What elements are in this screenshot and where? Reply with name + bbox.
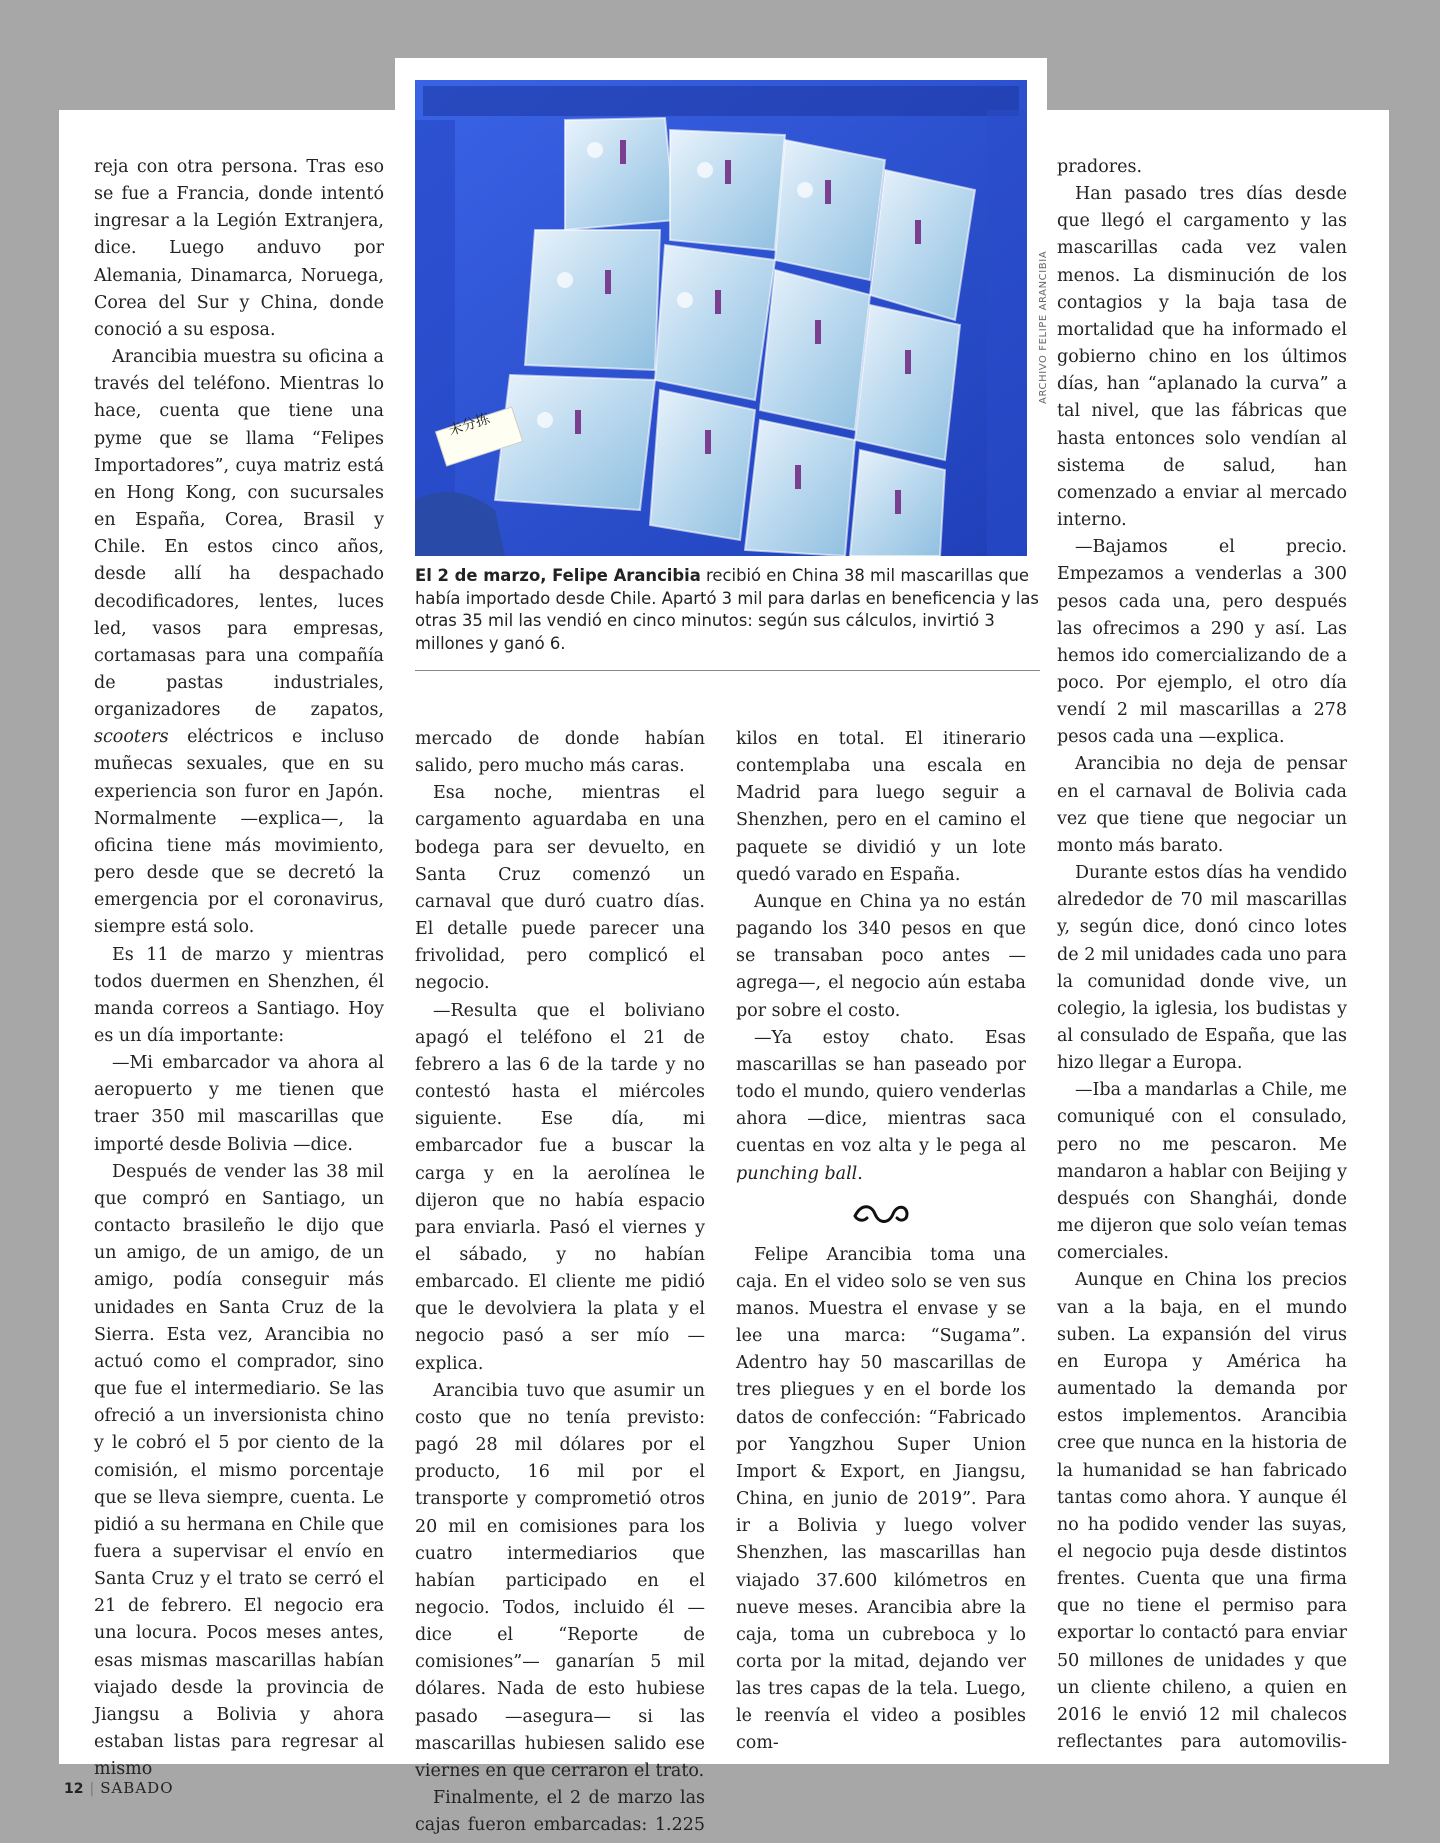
caption-divider [415,670,1040,671]
page-number: 12 [64,1781,84,1797]
paragraph: —Mi embarcador va ahora al aeropuerto y me tienen que traer 350 mil mascarillas que importé desde Bolivia —dice. [94,1053,384,1155]
paragraph: Aunque en China ya no están pagando los 340 pesos en que se transaban poco antes —agrega—, el negocio aún estaba por sobre el costo. [736,891,1026,1021]
paragraph: —Bajamos el precio. Empezamos a venderlas a 300 pesos cada una, pero después las ofrecimos a 290 y así. Las hemos ido comercializando de a poco. Por ejemplo, el otro día vendí 2 mil mascarillas a 278 pesos cada una —explica. [1057,537,1347,748]
article-column-2 [415,726,705,1839]
italic-term: scooters [94,727,169,748]
paragraph: Arancibia muestra su oficina a través del teléfono. Mientras lo hace, cuenta que tiene una pyme que se llama “Felipes Importadores”, cuya matriz está en Hong Kong, con sucursales en España, Corea, Brasil y Chile. En estos cinco años, desde allí ha despachado decodificadores, lentes, luces led, vasos para empresas, cortamasas para una compañía de pastas industriales, organizadores de zapatos, scooters eléctricos e incluso muñecas sexuales, que en su experiencia son furor en Japón. Normalmente —explica—, la oficina tiene más movimiento, pero desde que se decretó la emergencia por el coronavirus, siempre está solo. [94,347,384,938]
magazine-logo: SABADO [100,1779,174,1797]
photo-label-sticker: 未分拣 [446,410,492,440]
paragraph: Es 11 de marzo y mientras todos duermen en Shenzhen, él manda correos a Santiago. Hoy es un día importante: [94,944,384,1046]
article-column-4 [1057,154,1347,1756]
paragraph: Durante estos días ha vendido alrededor de 70 mil mascarillas y, según dice, donó cinco lotes de 2 mil unidades cada uno para la comunidad donde vive, un colegio, la iglesia, los budistas y al consulado de España, que las hizo llegar a Europa. [1057,863,1347,1074]
paragraph: reja con otra persona. Tras eso se fue a Francia, donde intentó ingresar a la Legión Extranjera, dice. Luego anduvo por Alemania, Dinamarca, Noruega, Corea del Sur y China, donde conoció a su esposa. [94,157,384,340]
footer-separator: | [89,1781,95,1797]
article-column-3 [736,726,1026,1758]
paragraph: Finalmente, el 2 de marzo las cajas fueron embarcadas: 1.225 [415,1788,705,1836]
paragraph: Después de vender las 38 mil que compró en Santiago, un contacto brasileño le dijo que un amigo, de un amigo, de un amigo, podía conseguir más unidades en Santa Cruz de la Sierra. Esta vez, Arancibia no actuó como el comprador, sino que fue el intermediario. Se las ofreció a un inversionista chino y le cobró el 5 por ciento de la comisión, el mismo porcentaje que se lleva siempre, cuenta. Le pidió a su hermana en Chile que fuera a supervisar el envío en Santa Cruz y el trato se cerró el 21 de febrero. El negocio era una locura. Pocos meses antes, esas mismas mascarillas habían viajado desde la provincia de Jiangsu a Bolivia y ahora estaban listas para regresar al mismo [94,1161,384,1780]
photo-masks-illustration [415,80,1027,556]
paragraph: —Ya estoy chato. Esas mascarillas se han paseado por todo el mundo, quiero venderlas ahora —dice, mientras saca cuentas en voz alta y le pega al punching ball. [736,1027,1026,1184]
photo-caption [415,565,1040,655]
photo-masks-in-crate [415,80,1027,556]
section-ornament-icon [736,1202,1026,1230]
paragraph: Aunque en China los precios van a la baja, en el mundo suben. La expansión del virus en Europa y América ha aumentado la demanda por estos implementos. Arancibia cree que nunca en la historia de la humanidad se han fabricado tantas como ahora. Y aunque él no ha podido vender las suyas, el negocio puja desde distintos frentes. Cuenta que una firma que no tiene el permiso para exportar lo contactó para enviar 50 millones de unidades y que un cliente chileno, a quien en 2016 le envió 12 mil chalecos reflectantes para automovilis- [1057,1270,1347,1753]
paragraph: —Resulta que el boliviano apagó el teléfono el 21 de febrero a las 6 de la tarde y no contestó hasta el miércoles siguiente. Ese día, mi embarcador fue a buscar la carga y en la aerolínea le dijeron que no había espacio para enviarla. Pasó el viernes y el sábado, y no habían embarcado. El cliente me pidió que le devolviera la plata y el negocio pasó a ser mío —explica. [415,1000,705,1374]
paragraph: pradores. [1057,157,1143,177]
paragraph: —Iba a mandarlas a Chile, me comuniqué con el consulado, pero no me pescaron. Me mandaron a hablar con Beijing y después con Shanghái, donde me dijeron que solo veían temas comerciales. [1057,1080,1347,1264]
caption-text: recibió en China 38 mil mascarillas que había importado desde Chile. Apartó 3 mil para darlas en beneficencia y las otras 35 mil las vendió en cinco minutos: según sus cálculos, invirtió 3 millones y ganó 6. [415,566,1039,653]
paragraph: Felipe Arancibia toma una caja. En el video solo se ven sus manos. Muestra el envase y se lee una marca: “Sugama”. Adentro hay 50 mascarillas de tres pliegues y en el borde los datos de confección: “Fabricado por Yangzhou Super Union Import & Export, en Jiangsu, China, en junio de 2019”. Para ir a Bolivia y luego volver Shenzhen, las mascarillas han viajado 37.600 kilómetros en nueve meses. Arancibia abre la caja, toma un cubreboca y lo corta por la mitad, dejando ver las tres capas de la tela. Luego, le reenvía el video a posibles com- [736,1244,1026,1754]
caption-lead: El 2 de marzo, Felipe Arancibia [415,566,701,585]
page-footer [64,1779,174,1797]
paragraph: Esa noche, mientras el cargamento aguardaba en una bodega para ser devuelto, en Santa Cruz comenzó un carnaval que duró cuatro días. El detalle puede parecer una frivolidad, pero complicó el negocio. [415,783,705,994]
paragraph: kilos en total. El itinerario contemplaba una escala en Madrid para luego seguir a Shenzhen, pero en el camino el paquete se dividió y un lote quedó varado en España. [736,729,1026,885]
paragraph: mercado de donde habían salido, pero mucho más caras. [415,729,705,777]
photo-credit: ARCHIVO FELIPE ARANCIBIA [1038,250,1049,404]
article-column-1 [94,154,384,1783]
italic-term: punching ball [736,1163,858,1184]
paragraph: Han pasado tres días desde que llegó el cargamento y las mascarillas cada vez valen menos. La disminución de los contagios y la baja tasa de mortalidad que ha informado el gobierno chino en los últimos días, han “aplanado la curva” a tal nivel, que las fábricas que hasta entonces solo vendían al sistema de salud, han comenzado a enviar al mercado interno. [1057,184,1347,531]
paragraph: Arancibia tuvo que asumir un costo que no tenía previsto: pagó 28 mil dólares por el producto, 16 mil por el transporte y comprometió otros 20 mil en comisiones para los cuatro intermediarios que habían participado en el negocio. Todos, incluido él —dice el “Reporte de comisiones”— ganarían 5 mil dólares. Nada de esto hubiese pasado —asegura— si las mascarillas hubiesen salido ese viernes en que cerraron el trato. [415,1380,705,1781]
paragraph: Arancibia no deja de pensar en el carnaval de Bolivia cada vez que tiene que negociar un monto más barato. [1057,754,1347,856]
